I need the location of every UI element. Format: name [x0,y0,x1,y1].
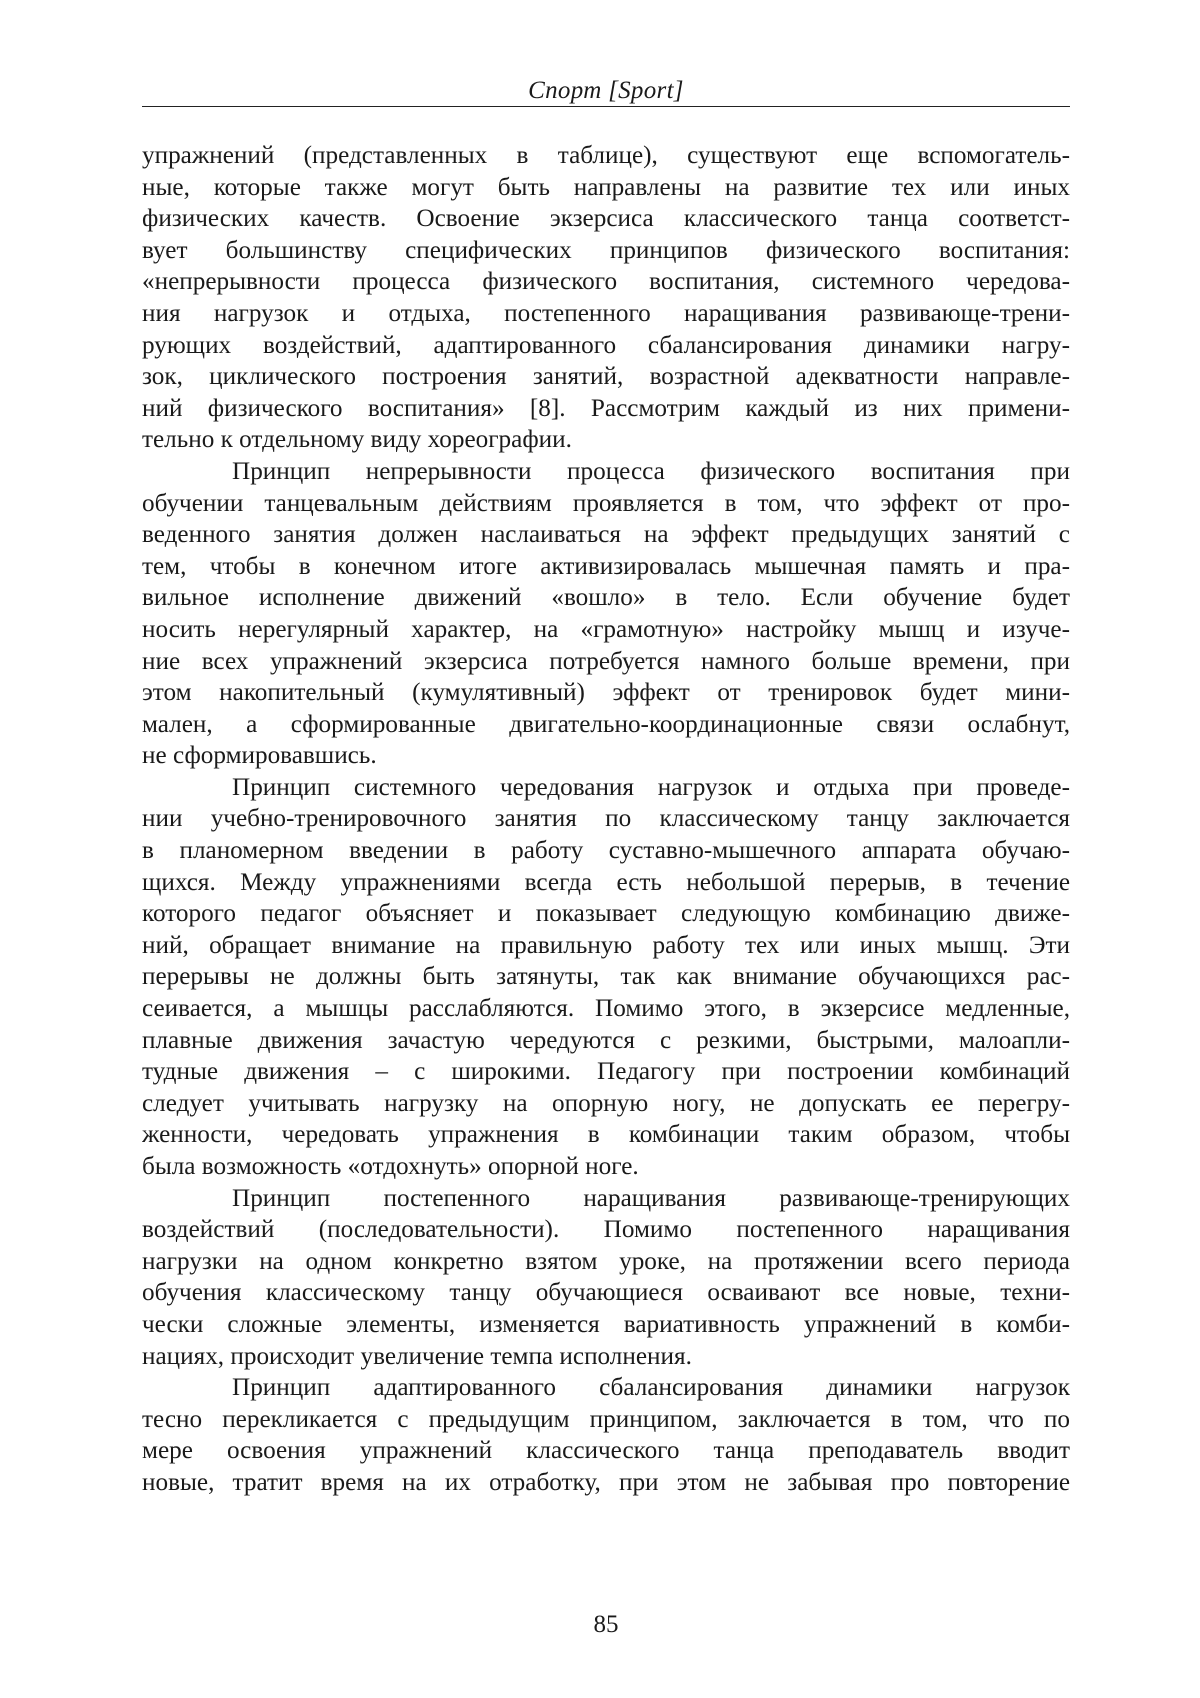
text-line: ние всех упражнений экзерсиса потребуется намного больше времени, при [142,647,1070,675]
running-header: Спорт [Sport] [528,77,684,104]
text-line: ний физического воспитания» [8]. Рассмотрим каждый из них примени- [142,394,1070,422]
text-line: тесно перекликается с предыдущим принципом, заключается в том, что по [142,1405,1070,1433]
text-line: была возможность «отдохнуть» опорной ноге. [142,1153,639,1180]
text-line: вует большинству специфических принципов физического воспитания: [142,236,1070,264]
text-line: веденного занятия должен наслаиваться на эффект предыдущих занятий с [142,521,1070,549]
text-line: новые, тратит время на их отработку, при этом не забывая про повторение [142,1468,1070,1496]
text-line: тельно к отдельному виду хореографии. [142,426,572,454]
text-line: которого педагог объясняет и показывает следующую комбинацию движе- [142,900,1070,928]
text-line: мере освоения упражнений классического танца преподаватель вводит [142,1437,1070,1465]
text-line: обучения классическому танцу обучающиеся осваивают все новые, техни- [142,1279,1070,1307]
text-line: обучении танцевальным действиям проявляется в том, что эффект от про- [142,489,1070,517]
text-line: этом накопительный (кумулятивный) эффект от тренировок будет мини- [142,679,1070,707]
text-line: ний, обращает внимание на правильную работу тех или иных мышц. Эти [142,931,1070,959]
text-line: рующих воздействий, адаптированного сбалансирования динамики нагру- [142,331,1070,359]
text-line: перерывы не должны быть затянуты, так как внимание обучающихся рас- [142,963,1070,991]
page-number: 85 [593,1611,619,1638]
text-line: не сформировавшись. [142,742,377,770]
text-line: физических качеств. Освоение экзерсиса классического танца соответст- [142,205,1070,233]
text-line: зок, циклического построения занятий, возрастной адекватности направле- [142,363,1070,391]
text-line: нии учебно-тренировочного занятия по классическому танцу заключается [142,805,1070,833]
text-line: сеивается, а мышцы расслабляются. Помимо этого, в экзерсисе медленные, [142,995,1070,1023]
text-line: женности, чередовать упражнения в комбинации таким образом, чтобы [142,1121,1070,1149]
text-line: «непрерывности процесса физического воспитания, системного чередова- [142,268,1070,296]
text-line: щихся. Между упражнениями всегда есть небольшой перерыв, в течение [142,868,1070,896]
text-line: чески сложные элементы, изменяется вариативность упражнений в комби- [142,1310,1070,1338]
text-line: носить нерегулярный характер, на «грамотную» настройку мышц и изуче- [142,615,1070,643]
body-text [142,140,1070,1499]
text-line: нагрузки на одном конкретно взятом уроке, на протяжении всего периода [142,1247,1070,1275]
text-line: Принцип непрерывности процесса физического воспитания при [232,457,1070,485]
text-line: Принцип адаптированного сбалансирования динамики нагрузок [232,1374,1070,1402]
text-line: в планомерном введении в работу суставно-мышечного аппарата обучаю- [142,837,1070,865]
text-line: Принцип постепенного наращивания развивающе-тренирующих [232,1184,1070,1212]
text-line: ные, которые также могут быть направлены на развитие тех или иных [142,173,1070,201]
text-line: вильное исполнение движений «вошло» в тело. Если обучение будет [142,584,1070,612]
text-line: следует учитывать нагрузку на опорную ногу, не допускать ее перегру- [142,1089,1070,1117]
text-line: ния нагрузок и отдыха, постепенного наращивания развивающе-трени- [142,299,1070,327]
text-line: нациях, происходит увеличение темпа исполнения. [142,1342,692,1370]
text-line: упражнений (представленных в таблице), существуют еще вспомогатель- [142,142,1070,169]
text-line: Принцип системного чередования нагрузок и отдыха при проведе- [232,773,1070,801]
text-line: воздействий (последовательности). Помимо постепенного наращивания [142,1216,1070,1244]
header-rule [142,106,1070,107]
text-line: тудные движения – с широкими. Педагогу при построении комбинаций [142,1058,1070,1086]
text-line: мален, а сформированные двигательно-координационные связи ослабнут, [142,710,1070,738]
text-line: тем, чтобы в конечном итоге активизировалась мышечная память и пра- [142,552,1070,580]
text-line: плавные движения зачастую чередуются с резкими, быстрыми, малоапли- [142,1026,1070,1054]
